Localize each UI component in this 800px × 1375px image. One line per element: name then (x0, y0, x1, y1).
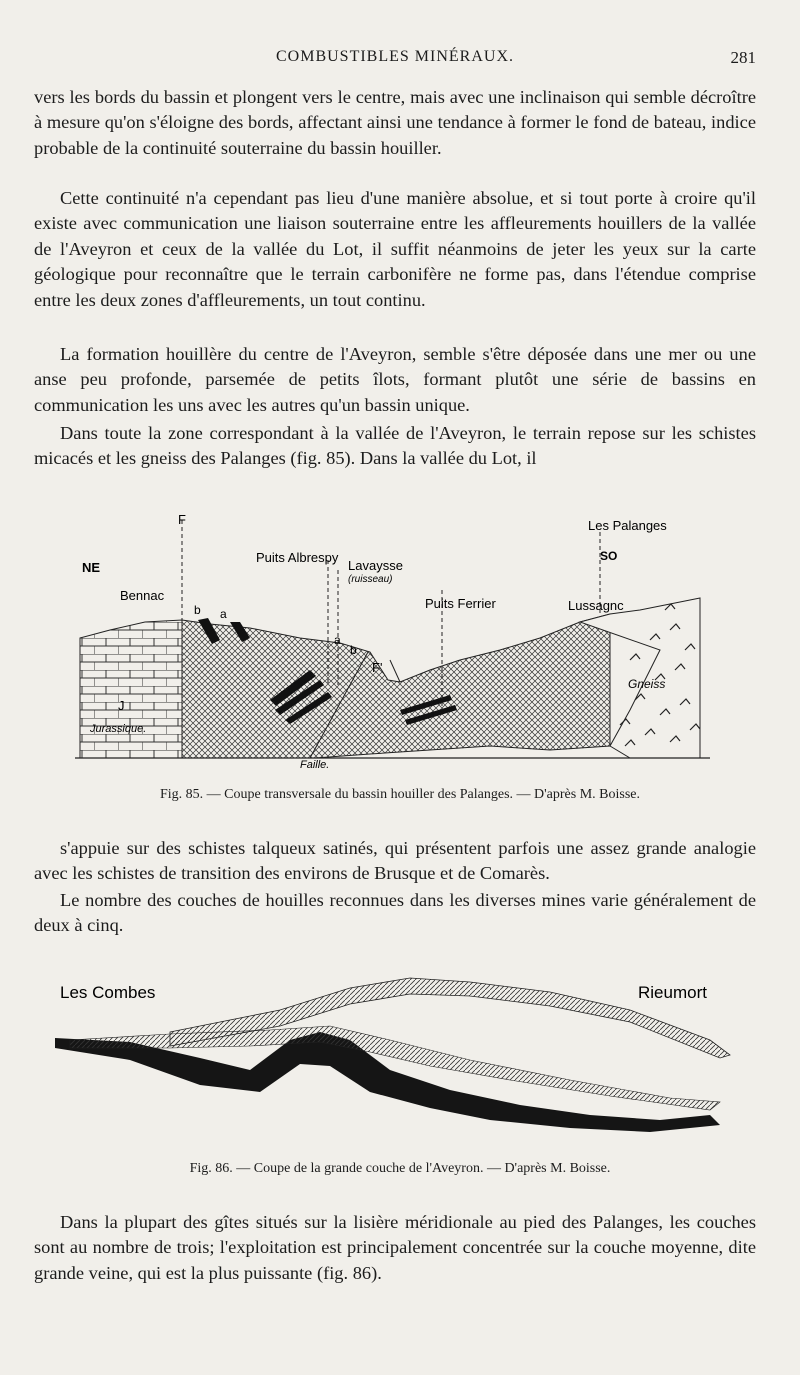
figure-85-caption: Fig. 85. — Coupe transversale du bassin houiller des Palanges. — D'après M. Boisse. (159, 787, 640, 802)
label-b-left: b (194, 603, 201, 617)
figure-85 (70, 510, 710, 772)
figure-86 (50, 970, 740, 1150)
label-puits-ferrier: Puits Ferrier (425, 596, 496, 611)
jurassic-block (80, 620, 182, 758)
running-title: COMBUSTIBLES MINÉRAUX. (275, 48, 514, 65)
paragraph-7: Dans la plupart des gîtes situés sur la lisière méridionale au pied des Palanges, les couches sont au nombre de trois; l'exploitation est principalement concentrée sur la couche moyenne, dite grande veine, qui est la plus puissante (fig. 86). (34, 1212, 756, 1283)
label-ne: NE (82, 560, 101, 575)
label-lussagnc: Lussagnc (568, 598, 624, 613)
page-header (34, 48, 756, 72)
label-f-prime: F' (372, 660, 383, 675)
label-puits-albrespy: Puits Albrespy (256, 550, 339, 565)
figure-85-drawing (70, 510, 710, 772)
paragraph-1: vers les bords du bassin et plongent vers le centre, mais avec une inclinaison qui semble décroître à mesure qu'on s'éloigne des bords, affectant ainsi une tendance à former le fond de bateau, indice probable de la continuité souterraine du bassin houiller. (34, 87, 756, 158)
label-rieumort: Rieumort (638, 983, 707, 1002)
label-les-palanges: Les Palanges (588, 518, 667, 533)
label-les-combes: Les Combes (60, 983, 156, 1002)
figure-86-drawing (50, 970, 740, 1150)
label-a-left: a (220, 607, 227, 621)
label-a-mid: a (334, 633, 341, 647)
label-faille: Faille. (300, 759, 330, 771)
paragraph-6: Le nombre des couches de houilles reconnues dans les diverses mines varie généralement de deux à cinq. (34, 890, 756, 936)
label-gneiss: Gneiss (628, 677, 666, 691)
label-bennac: Bennac (120, 588, 165, 603)
paragraph-4: Dans toute la zone correspondant à la vallée de l'Aveyron, le terrain repose sur les schistes micacés et les gneiss des Palanges (fig. 85). Dans la vallée du Lot, il (34, 423, 756, 469)
label-ruisseau: (ruisseau) (348, 574, 393, 585)
page-number: 281 (730, 48, 756, 67)
paragraph-3: La formation houillère du centre de l'Aveyron, semble s'être déposée dans une mer ou une anse peu profonde, parsemée de petits îlots, formant plutôt une série de bassins en communication les uns avec les autres qu'un bassin unique. (34, 344, 756, 415)
label-lavaysse: Lavaysse (348, 558, 403, 573)
figure-86-caption: Fig. 86. — Coupe de la grande couche de l'Aveyron. — D'après M. Boisse. (189, 1161, 611, 1176)
label-so: SO (600, 549, 618, 563)
paragraph-5: s'appuie sur des schistes talqueux satinés, qui présentent parfois une assez grande analogie avec les schistes de transition des environs de Brusque et de Comarès. (34, 838, 756, 884)
label-jurassique: Jurassique. (90, 723, 147, 735)
label-b-mid: b (350, 643, 357, 657)
paragraph-2: Cette continuité n'a cependant pas lieu d'une manière absolue, et si tout porte à croire qu'il existe avec communication une liaison souterraine entre les affleurements houillers de la vallée de l'Aveyron et ceux de la vallée du Lot, il suffit néanmoins de jeter les yeux sur la carte géologique pour reconnaître que le terrain carbonifère ne forme pas, dans l'étendue comprise entre les deux zones d'affleurements, un tout continu. (34, 188, 756, 310)
label-j: J (118, 698, 125, 713)
label-f-top: F (178, 512, 186, 527)
